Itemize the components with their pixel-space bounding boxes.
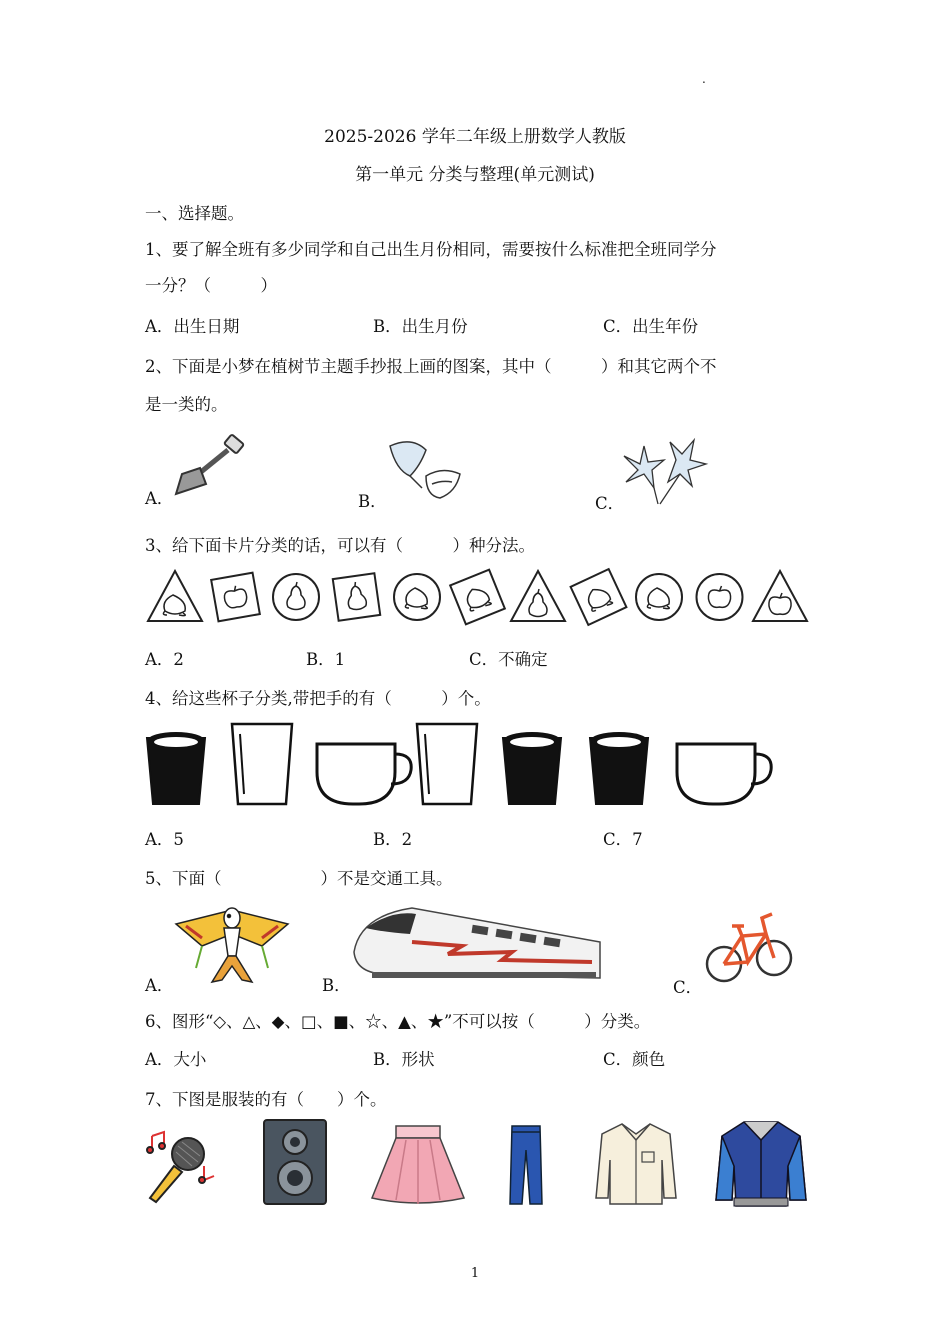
header-dot: .	[702, 72, 706, 86]
page-subtitle: 第一单元 分类与整理(单元测试)	[355, 165, 595, 185]
shovel-icon	[168, 432, 248, 502]
card-circle-peach	[394, 574, 440, 620]
lily-icon	[620, 434, 710, 506]
q6-option-a: A．大小	[145, 1050, 207, 1069]
q6-text: 6、图形“◇、△、◆、□、■、☆、▲、★”不可以按（ ）分类。	[145, 1012, 651, 1031]
cup-black	[503, 732, 561, 804]
q3-option-b: B．1	[306, 650, 346, 669]
q4-option-a: A．5	[145, 830, 184, 849]
card-square-peach	[450, 570, 505, 625]
speaker-icon	[260, 1118, 330, 1206]
train-icon	[352, 902, 600, 982]
card-circle-peach	[636, 574, 682, 620]
q1-option-a: A．出生日期	[145, 317, 240, 336]
q2-line1: 2、下面是小梦在植树节主题手抄报上画的图案，其中（ ）和其它两个不	[145, 357, 717, 376]
q1-option-c: C．出生年份	[603, 317, 699, 336]
cup-glass	[232, 724, 292, 804]
q3-text: 3、给下面卡片分类的话，可以有（ ）种分法。	[145, 536, 535, 555]
q4-option-b: B．2	[373, 830, 413, 849]
q2-label-a: A．	[145, 489, 174, 508]
card-square-peach	[571, 569, 627, 625]
jeans-icon	[506, 1124, 546, 1206]
q3-option-c: C．不确定	[469, 650, 548, 669]
q3-option-a: A．2	[145, 650, 184, 669]
q2-label-b: B．	[358, 492, 387, 511]
page-number: 1	[470, 1266, 480, 1281]
kite-icon	[172, 898, 292, 986]
q2-line2: 是一类的。	[145, 395, 228, 414]
q3-cards	[145, 566, 805, 628]
shirt-icon	[594, 1120, 678, 1206]
q5-label-b: B．	[322, 976, 351, 995]
skirt-icon	[368, 1124, 468, 1206]
card-triangle-apple	[753, 571, 807, 621]
q2-label-c: C．	[595, 494, 625, 513]
card-square-apple	[211, 573, 260, 622]
q4-text: 4、给这些杯子分类,带把手的有（ ）个。	[145, 689, 491, 708]
microphone-icon	[142, 1120, 222, 1204]
card-circle-apple	[697, 574, 743, 620]
card-square-pear	[333, 573, 380, 620]
q5-label-a: A．	[145, 976, 174, 995]
q1-line1: 1、要了解全班有多少同学和自己出生月份相同，需要按什么标准把全班同学分	[145, 240, 717, 259]
cup-mug	[317, 744, 411, 804]
card-triangle-pear	[511, 571, 565, 621]
q5-label-c: C．	[673, 978, 703, 997]
q1-line2: 一分？（ ）	[145, 276, 277, 295]
section-heading: 一、选择题。	[145, 204, 244, 223]
card-circle-pear	[273, 574, 319, 620]
bicycle-icon	[704, 906, 794, 986]
cup-mug	[677, 744, 771, 804]
card-triangle-peach	[148, 571, 202, 621]
morning-glory-icon	[382, 436, 472, 506]
q7-text: 7、下图是服装的有（ ）个。	[145, 1090, 387, 1109]
q5-text: 5、下面（ ）不是交通工具。	[145, 869, 453, 888]
page-title: 2025-2026 学年二年级上册数学人教版	[324, 127, 626, 147]
cup-black	[590, 732, 648, 804]
q4-option-c: C．7	[603, 830, 643, 849]
q4-cups	[145, 720, 765, 810]
jacket-icon	[714, 1118, 808, 1208]
cup-glass	[417, 724, 477, 804]
q6-option-b: B．形状	[373, 1050, 435, 1069]
q6-option-c: C．颜色	[603, 1050, 666, 1069]
cup-black	[147, 732, 205, 804]
q1-option-b: B．出生月份	[373, 317, 468, 336]
